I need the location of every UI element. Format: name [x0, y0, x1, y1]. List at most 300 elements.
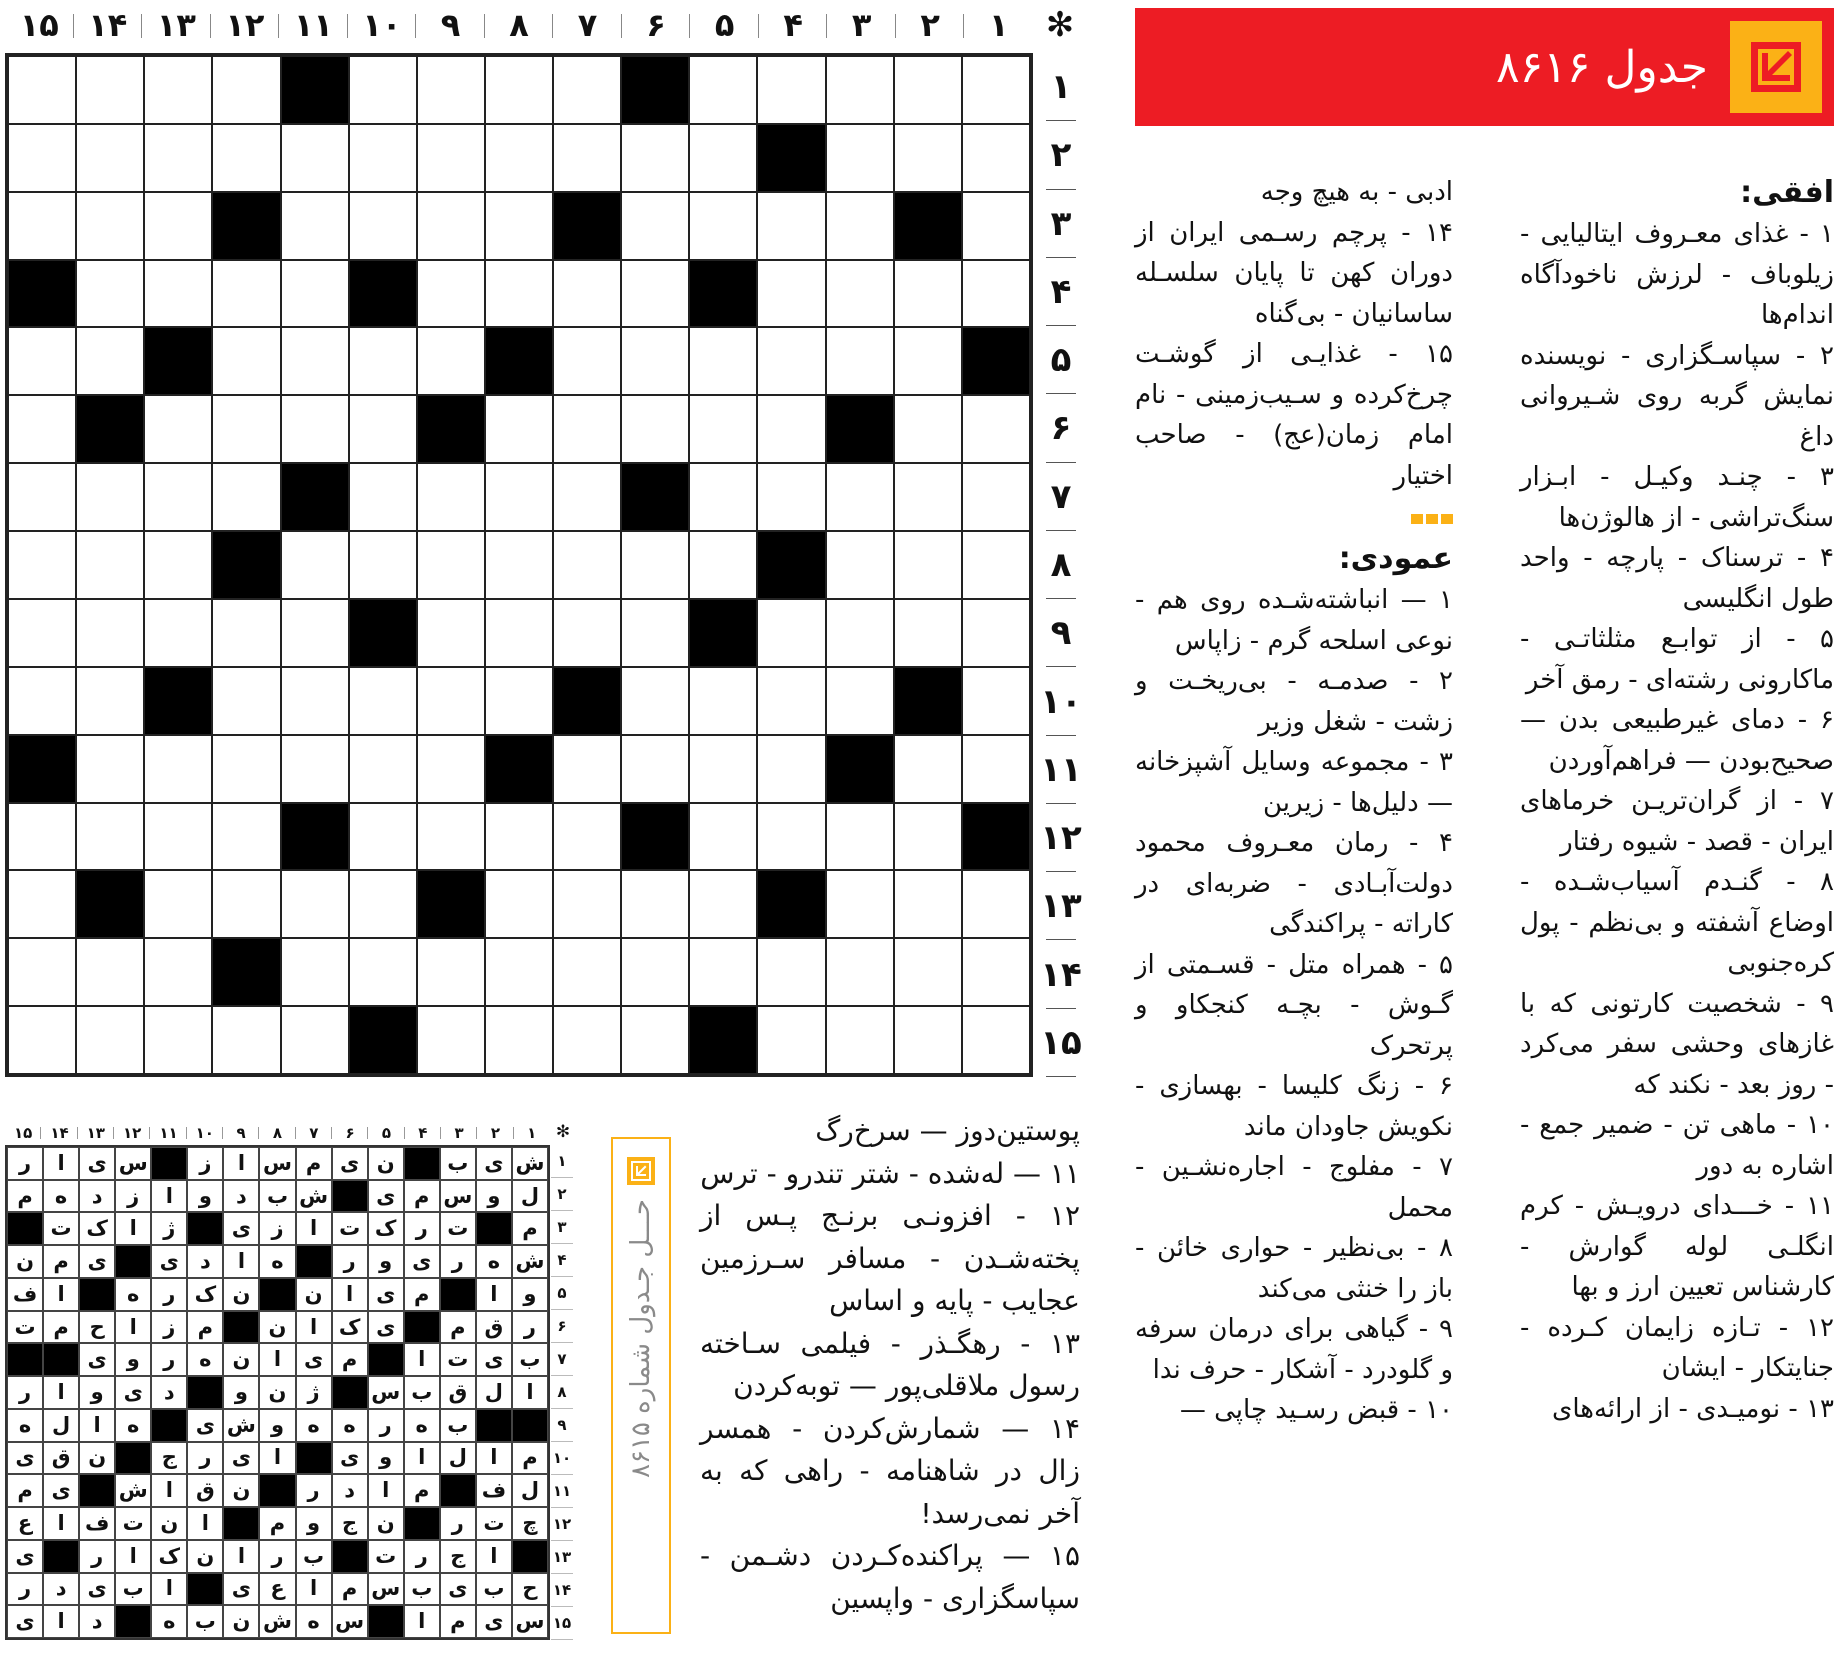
solution-row-numbers: [551, 1145, 573, 1640]
answer-cell[interactable]: [485, 56, 553, 124]
answer-cell[interactable]: [553, 870, 621, 938]
solution-letter: ی: [151, 1245, 187, 1278]
row-number: ۱۰: [1040, 667, 1082, 735]
solution-letter: ا: [296, 1212, 332, 1245]
answer-cell[interactable]: [689, 803, 757, 871]
answer-cell[interactable]: [8, 327, 76, 395]
answer-cell[interactable]: [281, 124, 349, 192]
answer-cell[interactable]: [212, 870, 280, 938]
answer-cell[interactable]: [485, 124, 553, 192]
answer-cell[interactable]: [689, 870, 757, 938]
solution-letter: ا: [43, 1376, 79, 1409]
answer-cell[interactable]: [962, 56, 1030, 124]
solution-letter: س: [368, 1376, 404, 1409]
solution-corner-star-icon: ✻: [555, 1122, 571, 1142]
answer-cell[interactable]: [76, 667, 144, 735]
answer-cell[interactable]: [621, 1006, 689, 1074]
answer-cell[interactable]: [144, 395, 212, 463]
solution-letter: و: [368, 1245, 404, 1278]
solution-column-number: ۷: [296, 1122, 332, 1144]
answer-cell[interactable]: [144, 260, 212, 328]
answer-cell[interactable]: [212, 735, 280, 803]
answer-cell[interactable]: [757, 735, 825, 803]
answer-cell[interactable]: [212, 56, 280, 124]
answer-cell[interactable]: [621, 667, 689, 735]
solution-letter: س: [440, 1180, 476, 1213]
answer-cell[interactable]: [144, 735, 212, 803]
answer-cell[interactable]: [417, 260, 485, 328]
answer-cell[interactable]: [76, 327, 144, 395]
answer-cell[interactable]: [894, 599, 962, 667]
solution-column-number: ۲: [477, 1122, 513, 1144]
solution-column-numbers: [5, 1122, 550, 1144]
solution-black-cell: [404, 1147, 440, 1180]
answer-cell[interactable]: [553, 327, 621, 395]
answer-cell[interactable]: [894, 938, 962, 1006]
solution-black-cell: [151, 1147, 187, 1180]
answer-cell[interactable]: [894, 395, 962, 463]
answer-cell[interactable]: [417, 463, 485, 531]
answer-cell[interactable]: [8, 531, 76, 599]
black-cell: [417, 870, 485, 938]
solution-letter: ه: [7, 1409, 43, 1442]
answer-cell[interactable]: [962, 870, 1030, 938]
corner-star-icon: ✻: [1045, 5, 1075, 45]
answer-cell[interactable]: [621, 938, 689, 1006]
answer-cell[interactable]: [485, 870, 553, 938]
answer-cell[interactable]: [621, 327, 689, 395]
answer-cell[interactable]: [621, 531, 689, 599]
solution-letter: ی: [43, 1474, 79, 1507]
answer-cell[interactable]: [281, 1006, 349, 1074]
answer-cell[interactable]: [689, 327, 757, 395]
solution-letter: ی: [79, 1245, 115, 1278]
answer-cell[interactable]: [212, 260, 280, 328]
answer-cell[interactable]: [144, 938, 212, 1006]
answer-cell[interactable]: [553, 56, 621, 124]
answer-cell[interactable]: [485, 938, 553, 1006]
answer-cell[interactable]: [8, 1006, 76, 1074]
clue-item: ۴ - ترسناک - پارچه - واحد طول انگلیسی: [1520, 543, 1834, 614]
solution-column-number: ۴: [405, 1122, 441, 1144]
answer-cell[interactable]: [417, 124, 485, 192]
answer-cell[interactable]: [76, 599, 144, 667]
answer-cell[interactable]: [8, 938, 76, 1006]
solution-letter: ه: [43, 1180, 79, 1213]
solution-letter: ع: [259, 1573, 295, 1606]
answer-cell[interactable]: [689, 735, 757, 803]
solution-letter: س: [368, 1573, 404, 1606]
answer-cell[interactable]: [826, 260, 894, 328]
answer-cell[interactable]: [826, 192, 894, 260]
answer-cell[interactable]: [485, 667, 553, 735]
solution-row-number: ۱۳: [551, 1541, 573, 1574]
solution-letter: ن: [187, 1540, 223, 1573]
answer-cell[interactable]: [485, 531, 553, 599]
solution-row-number: ۱۲: [551, 1508, 573, 1541]
answer-cell[interactable]: [826, 327, 894, 395]
solution-letter: ا: [404, 1605, 440, 1638]
answer-cell[interactable]: [553, 599, 621, 667]
answer-cell[interactable]: [417, 327, 485, 395]
answer-cell[interactable]: [8, 803, 76, 871]
answer-cell[interactable]: [8, 667, 76, 735]
answer-cell[interactable]: [349, 667, 417, 735]
answer-cell[interactable]: [962, 735, 1030, 803]
black-cell: [349, 1006, 417, 1074]
solution-letter: ژ: [296, 1376, 332, 1409]
black-cell: [281, 803, 349, 871]
solution-letter: ک: [79, 1212, 115, 1245]
answer-cell[interactable]: [962, 938, 1030, 1006]
answer-cell[interactable]: [144, 870, 212, 938]
answer-cell[interactable]: [553, 260, 621, 328]
answer-cell[interactable]: [349, 735, 417, 803]
black-cell: [826, 395, 894, 463]
answer-cell[interactable]: [962, 599, 1030, 667]
clue-item: ۴ - رمان معـروف محمود دولت‌آبـادی - ضربه‌ای در کاراته - پراکندگی: [1135, 828, 1453, 939]
answer-cell[interactable]: [144, 56, 212, 124]
answer-cell[interactable]: [962, 667, 1030, 735]
solution-letter: و: [187, 1180, 223, 1213]
answer-cell[interactable]: [621, 599, 689, 667]
solution-letter: ک: [151, 1540, 187, 1573]
answer-cell[interactable]: [757, 192, 825, 260]
solution-letter: ا: [79, 1409, 115, 1442]
answer-cell[interactable]: [8, 599, 76, 667]
solution-column-number: ۱۳: [78, 1122, 114, 1144]
solution-column-number: ۱۵: [5, 1122, 41, 1144]
answer-cell[interactable]: [894, 803, 962, 871]
answer-cell[interactable]: [962, 192, 1030, 260]
answer-cell[interactable]: [417, 1006, 485, 1074]
answer-cell[interactable]: [826, 803, 894, 871]
solution-black-cell: [259, 1474, 295, 1507]
solution-letter: م: [7, 1180, 43, 1213]
answer-cell[interactable]: [281, 870, 349, 938]
solution-letter: م: [43, 1311, 79, 1344]
solution-letter: ی: [79, 1573, 115, 1606]
answer-cell[interactable]: [349, 395, 417, 463]
solution-letter: ت: [332, 1212, 368, 1245]
answer-cell[interactable]: [76, 803, 144, 871]
solution-letter: ا: [296, 1573, 332, 1606]
answer-cell[interactable]: [144, 124, 212, 192]
clue-item: ۱۱ - خـــدای درویـش - کرم انگلـی لوله گوارش - کارشناس تعیین ارز و بها: [1520, 1191, 1834, 1302]
solution-column-number: ۶: [332, 1122, 368, 1144]
answer-cell[interactable]: [485, 192, 553, 260]
answer-cell[interactable]: [76, 531, 144, 599]
solution-letter: ا: [404, 1343, 440, 1376]
row-number: ۱۴: [1040, 940, 1082, 1008]
answer-cell[interactable]: [417, 735, 485, 803]
answer-cell[interactable]: [757, 599, 825, 667]
answer-cell[interactable]: [349, 938, 417, 1006]
answer-cell[interactable]: [621, 124, 689, 192]
solution-letter: ل: [512, 1474, 548, 1507]
solution-letter: ز: [151, 1311, 187, 1344]
answer-cell[interactable]: [689, 531, 757, 599]
answer-cell[interactable]: [962, 124, 1030, 192]
row-number: ۱۳: [1040, 872, 1082, 940]
answer-cell[interactable]: [689, 463, 757, 531]
solution-letter: ی: [476, 1147, 512, 1180]
answer-cell[interactable]: [485, 395, 553, 463]
black-cell: [485, 327, 553, 395]
answer-cell[interactable]: [76, 124, 144, 192]
solution-letter: ا: [512, 1376, 548, 1409]
answer-cell[interactable]: [76, 260, 144, 328]
answer-cell[interactable]: [8, 124, 76, 192]
solution-letter: م: [332, 1573, 368, 1606]
answer-cell[interactable]: [485, 1006, 553, 1074]
solution-letter: ن: [7, 1245, 43, 1278]
answer-cell[interactable]: [894, 260, 962, 328]
answer-cell[interactable]: [894, 124, 962, 192]
answer-cell[interactable]: [962, 463, 1030, 531]
answer-cell[interactable]: [826, 463, 894, 531]
answer-cell[interactable]: [417, 192, 485, 260]
answer-cell[interactable]: [826, 531, 894, 599]
solution-letter: ز: [259, 1212, 295, 1245]
answer-cell[interactable]: [894, 870, 962, 938]
answer-cell[interactable]: [485, 599, 553, 667]
answer-cell[interactable]: [8, 56, 76, 124]
answer-cell[interactable]: [485, 803, 553, 871]
answer-cell[interactable]: [621, 735, 689, 803]
answer-cell[interactable]: [417, 531, 485, 599]
answer-cell[interactable]: [417, 938, 485, 1006]
answer-cell[interactable]: [212, 599, 280, 667]
answer-cell[interactable]: [212, 463, 280, 531]
solution-letter: و: [476, 1180, 512, 1213]
answer-cell[interactable]: [553, 1006, 621, 1074]
answer-cell[interactable]: [349, 124, 417, 192]
answer-cell[interactable]: [349, 192, 417, 260]
answer-cell[interactable]: [757, 803, 825, 871]
answer-cell[interactable]: [689, 124, 757, 192]
crossword-grid[interactable]: [5, 53, 1033, 1077]
solution-black-cell: [332, 1180, 368, 1213]
answer-cell[interactable]: [894, 531, 962, 599]
answer-cell[interactable]: [553, 463, 621, 531]
answer-cell[interactable]: [349, 531, 417, 599]
answer-cell[interactable]: [826, 870, 894, 938]
black-cell: [485, 735, 553, 803]
solution-letter: ا: [223, 1245, 259, 1278]
solution-black-cell: [187, 1573, 223, 1606]
solution-letter: ا: [296, 1311, 332, 1344]
answer-cell[interactable]: [349, 870, 417, 938]
answer-cell[interactable]: [553, 531, 621, 599]
answer-cell[interactable]: [757, 463, 825, 531]
answer-cell[interactable]: [417, 667, 485, 735]
answer-cell[interactable]: [8, 192, 76, 260]
answer-cell[interactable]: [349, 327, 417, 395]
answer-cell[interactable]: [826, 124, 894, 192]
solution-letter: ی: [332, 1442, 368, 1475]
answer-cell[interactable]: [962, 1006, 1030, 1074]
answer-cell[interactable]: [76, 463, 144, 531]
clue-item: ادبی - به هیچ وجه: [1260, 177, 1453, 207]
answer-cell[interactable]: [485, 260, 553, 328]
answer-cell[interactable]: [212, 667, 280, 735]
answer-cell[interactable]: [281, 938, 349, 1006]
answer-cell[interactable]: [553, 735, 621, 803]
black-cell: [553, 667, 621, 735]
solution-letter: ه: [296, 1409, 332, 1442]
answer-cell[interactable]: [485, 463, 553, 531]
answer-cell[interactable]: [349, 463, 417, 531]
answer-cell[interactable]: [962, 260, 1030, 328]
answer-cell[interactable]: [689, 192, 757, 260]
answer-cell[interactable]: [894, 56, 962, 124]
answer-cell[interactable]: [621, 192, 689, 260]
solution-letter: ا: [476, 1278, 512, 1311]
solution-letter: ج: [440, 1540, 476, 1573]
answer-cell[interactable]: [8, 870, 76, 938]
answer-cell[interactable]: [962, 395, 1030, 463]
answer-cell[interactable]: [962, 531, 1030, 599]
black-cell: [8, 735, 76, 803]
clue-item: ۱ — انباشته‌شـده روی هم - نوعی اسلحه گرم - زاپاس: [1135, 585, 1453, 656]
answer-cell[interactable]: [826, 667, 894, 735]
answer-cell[interactable]: [281, 531, 349, 599]
solution-letter: د: [332, 1474, 368, 1507]
black-cell: [689, 1006, 757, 1074]
answer-cell[interactable]: [144, 599, 212, 667]
solution-black-cell: [7, 1343, 43, 1376]
answer-cell[interactable]: [281, 192, 349, 260]
solution-black-cell: [115, 1605, 151, 1638]
answer-cell[interactable]: [894, 327, 962, 395]
solution-letter: ل: [43, 1409, 79, 1442]
solution-letter: م: [332, 1343, 368, 1376]
answer-cell[interactable]: [76, 192, 144, 260]
solution-letter: ی: [115, 1376, 151, 1409]
answer-cell[interactable]: [757, 667, 825, 735]
answer-cell[interactable]: [144, 531, 212, 599]
solution-letter: ش: [296, 1180, 332, 1213]
answer-cell[interactable]: [281, 599, 349, 667]
column-number: ۳: [827, 0, 896, 50]
answer-cell[interactable]: [894, 463, 962, 531]
solution-column-number: ۵: [368, 1122, 404, 1144]
answer-cell[interactable]: [76, 938, 144, 1006]
answer-cell[interactable]: [349, 56, 417, 124]
answer-cell[interactable]: [553, 395, 621, 463]
answer-cell[interactable]: [8, 463, 76, 531]
answer-cell[interactable]: [281, 327, 349, 395]
answer-cell[interactable]: [757, 938, 825, 1006]
answer-cell[interactable]: [144, 1006, 212, 1074]
answer-cell[interactable]: [553, 938, 621, 1006]
solution-black-cell: [223, 1311, 259, 1344]
answer-cell[interactable]: [76, 56, 144, 124]
solution-letter: ح: [512, 1573, 548, 1606]
answer-cell[interactable]: [621, 870, 689, 938]
answer-cell[interactable]: [212, 395, 280, 463]
answer-cell[interactable]: [553, 803, 621, 871]
answer-cell[interactable]: [757, 260, 825, 328]
solution-letter: م: [187, 1311, 223, 1344]
solution-row-number: ۹: [551, 1409, 573, 1442]
solution-letter: ا: [368, 1474, 404, 1507]
column-number: ۱۵: [5, 0, 74, 50]
solution-letter: ا: [43, 1147, 79, 1180]
answer-cell[interactable]: [281, 395, 349, 463]
answer-cell[interactable]: [826, 938, 894, 1006]
solution-letter: ز: [115, 1180, 151, 1213]
clue-item: ۱۲ - افزونـی برنـج پـس از پخته‌شـدن - مسافر سـرزمین عجایب - پایه و اساس: [700, 1199, 1080, 1317]
answer-cell[interactable]: [76, 735, 144, 803]
answer-cell[interactable]: [689, 667, 757, 735]
answer-cell[interactable]: [417, 599, 485, 667]
solution-letter: ن: [223, 1605, 259, 1638]
solution-letter: ب: [440, 1409, 476, 1442]
answer-cell[interactable]: [212, 803, 280, 871]
answer-cell[interactable]: [553, 124, 621, 192]
solution-letter: ا: [476, 1442, 512, 1475]
answer-cell[interactable]: [144, 192, 212, 260]
solution-letter: ا: [151, 1573, 187, 1606]
solution-letter: ر: [512, 1311, 548, 1344]
answer-cell[interactable]: [417, 803, 485, 871]
answer-cell[interactable]: [826, 599, 894, 667]
answer-cell[interactable]: [757, 327, 825, 395]
answer-cell[interactable]: [144, 803, 212, 871]
answer-cell[interactable]: [621, 395, 689, 463]
answer-cell[interactable]: [8, 395, 76, 463]
answer-cell[interactable]: [894, 1006, 962, 1074]
answer-cell[interactable]: [621, 260, 689, 328]
answer-cell[interactable]: [281, 735, 349, 803]
answer-cell[interactable]: [212, 327, 280, 395]
answer-cell[interactable]: [689, 938, 757, 1006]
answer-cell[interactable]: [417, 56, 485, 124]
answer-cell[interactable]: [144, 463, 212, 531]
solution-letter: ت: [7, 1311, 43, 1344]
answer-cell[interactable]: [826, 1006, 894, 1074]
answer-cell[interactable]: [757, 56, 825, 124]
answer-cell[interactable]: [689, 56, 757, 124]
answer-cell[interactable]: [281, 667, 349, 735]
solution-column-number: ۱۱: [150, 1122, 186, 1144]
answer-cell[interactable]: [757, 1006, 825, 1074]
solution-row-number: ۷: [551, 1343, 573, 1376]
answer-cell[interactable]: [689, 395, 757, 463]
answer-cell[interactable]: [894, 735, 962, 803]
clue-item: ۱۰ - قبض رسـید چاپی —: [1179, 1395, 1453, 1425]
solution-letter: د: [43, 1573, 79, 1606]
answer-cell[interactable]: [349, 803, 417, 871]
answer-cell[interactable]: [757, 395, 825, 463]
black-cell: [349, 260, 417, 328]
answer-cell[interactable]: [281, 260, 349, 328]
solution-letter: ل: [512, 1180, 548, 1213]
answer-cell[interactable]: [76, 1006, 144, 1074]
answer-cell[interactable]: [212, 124, 280, 192]
solution-letter: ر: [259, 1540, 295, 1573]
solution-row-number: ۲: [551, 1178, 573, 1211]
answer-cell[interactable]: [826, 56, 894, 124]
solution-letter: ن: [223, 1278, 259, 1311]
answer-cell[interactable]: [212, 1006, 280, 1074]
solution-letter: ا: [43, 1605, 79, 1638]
clue-item: ۷ - از گران‌تریـن خرماهای ایران - قصد - شیوه رفتار: [1520, 786, 1834, 857]
puzzle-title: جدول ۸۶۱۶: [1495, 41, 1708, 93]
solution-column-number: ۱: [527, 1124, 537, 1142]
